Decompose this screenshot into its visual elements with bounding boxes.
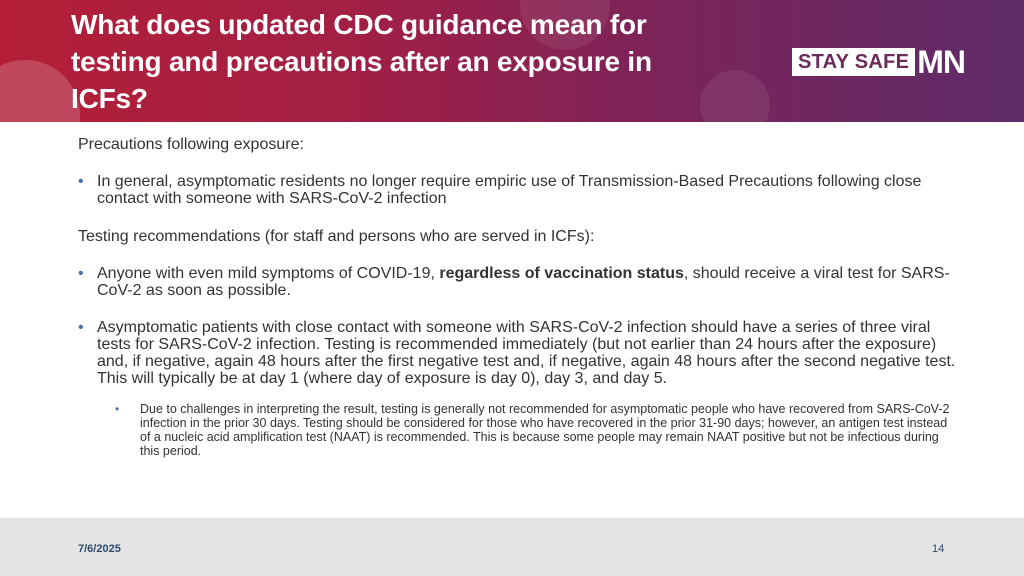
precautions-heading: Precautions following exposure:: [78, 136, 304, 153]
logo-mn: MN: [917, 44, 966, 80]
bullet-dot: •: [78, 265, 84, 282]
precautions-bullet-text: In general, asymptomatic residents no longer require empiric use of Transmission-Based Precautions following close contact with someone with SARS-CoV-2 infection: [97, 173, 922, 207]
virus-decoration: [0, 60, 80, 122]
testing-bullet-text-after: , should receive a viral test for SARS-CoV-2 as soon as possible.: [97, 265, 950, 299]
testing-bullet-symptoms: [78, 265, 958, 299]
footer-date: 7/6/2025: [78, 543, 121, 555]
sub-bullet-dot: •: [115, 402, 120, 416]
bullet-dot: •: [78, 319, 84, 336]
testing-bullet-text-before: Anyone with even mild symptoms of COVID-19,: [97, 265, 440, 282]
stay-safe-mn-logo: [792, 44, 965, 80]
sub-bullet-text: Due to challenges in interpreting the result, testing is generally not recommended for asymptomatic people who have recovered from SARS-CoV-2 infection in the prior 30 days. Testing should be considered for those who have recovered in the prior 31-90 days; however, an antigen test instead of a nucleic acid amplification test (NAAT) is recommended. This is because some people may remain NAAT positive but not be infectious during this period.: [140, 402, 950, 458]
slide-title: What does updated CDC guidance mean for testing and precautions after an exposure in ICFs?: [71, 9, 652, 114]
testing-bullet-text-bold: regardless of vaccination status: [439, 265, 684, 282]
testing-bullet2-text: Asymptomatic patients with close contact with someone with SARS-CoV-2 infection should have a series of three viral tests for SARS-CoV-2 infection. Testing is recommended immediately (but not earlier than 24 hours after the exposure) and, if negative, again 48 hours after the first negative test and, if negative, again 48 hours after the second negative test. This will typically be at day 1 (where day of exposure is day 0), day 3, and day 5.: [97, 319, 956, 387]
testing-bullet-asymptomatic: [78, 319, 958, 387]
page-number: 14: [932, 543, 945, 555]
bullet-dot: •: [78, 173, 84, 190]
slide-content: [78, 132, 958, 458]
slide-header: [0, 0, 1024, 122]
testing-heading: Testing recommendations (for staff and persons who are served in ICFs):: [78, 228, 595, 245]
precautions-bullet: [78, 173, 958, 207]
sub-bullet-recovered: [78, 402, 958, 458]
logo-stay-safe: STAY SAFE: [792, 48, 915, 76]
slide-footer: [0, 518, 1024, 576]
